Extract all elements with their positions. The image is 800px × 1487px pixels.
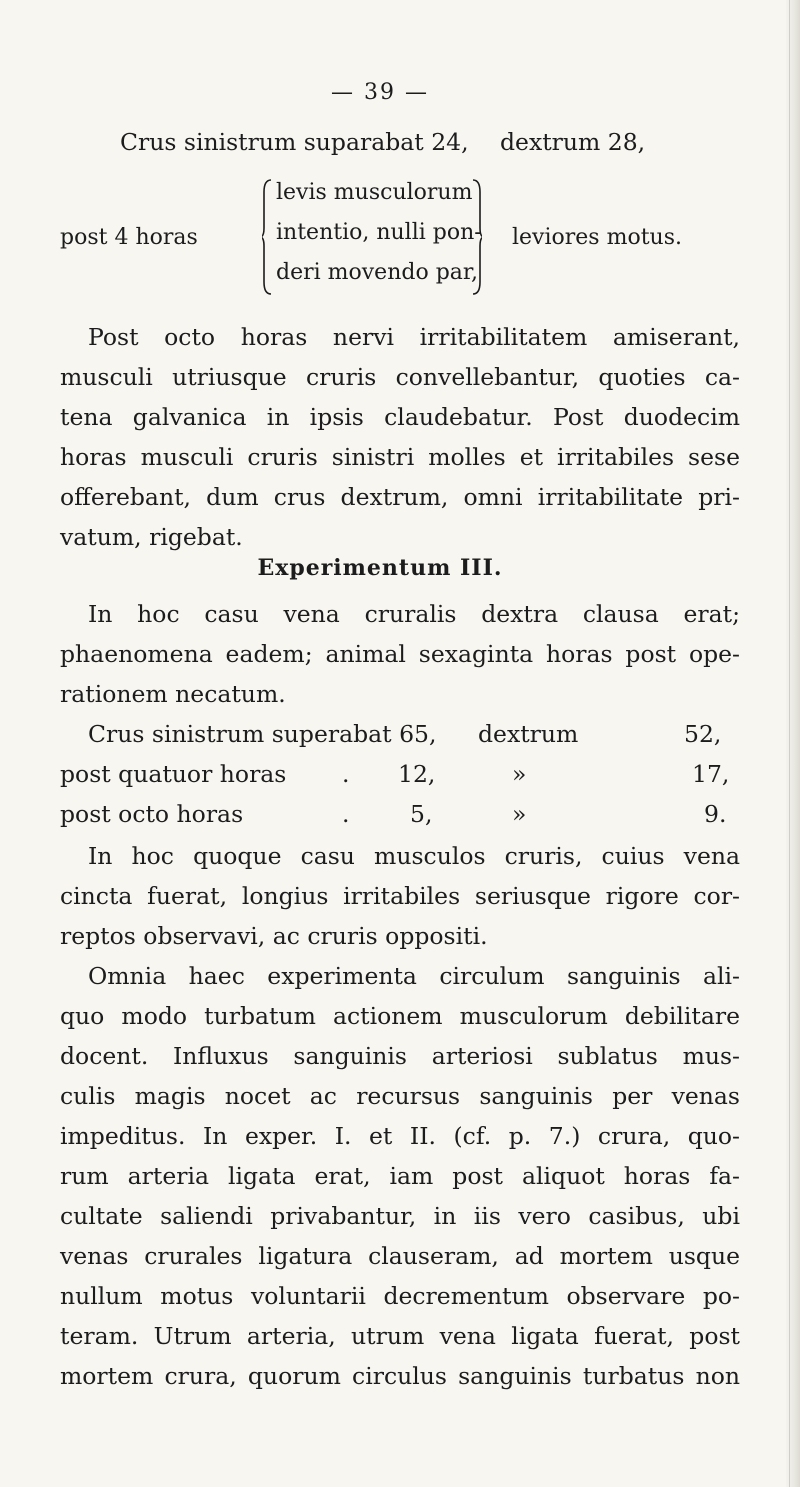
experiment-heading: Experimentum III. <box>257 555 503 581</box>
p4-line-3: docent. Influxus sanguinis arteriosi sublatus mus- <box>60 1042 740 1070</box>
p1-line-4: horas musculi cruris sinistri molles et irritabiles sese <box>60 443 740 471</box>
intro-right-label: leviores motus. <box>512 225 682 250</box>
table-row-3-value: 9. <box>704 800 727 828</box>
table-row-1-label: Crus sinistrum superabat 65, <box>88 720 437 748</box>
table-row-3-label: post octo horas <box>60 800 244 828</box>
p1-line-5: offerebant, dum crus dextrum, omni irritabilitate pri- <box>60 483 740 511</box>
p4-line-11: mortem crura, quorum circulus sanguinis turbatus non <box>60 1362 740 1390</box>
intro-row1-label: Crus sinistrum suparabat 24, <box>120 128 469 156</box>
table-row-3-dot: . <box>342 800 350 828</box>
p3-line-3: reptos observavi, ac cruris oppositi. <box>60 922 488 950</box>
p4-line-1: Omnia haec experimenta circulum sanguinis ali- <box>88 962 740 990</box>
intro-row1-right: dextrum 28, <box>500 128 646 156</box>
p1-line-3: tena galvanica in ipsis claudebatur. Post duodecim <box>60 403 740 431</box>
table-row-2-value: 17, <box>692 760 730 788</box>
p1-line-1: Post octo horas nervi irritabilitatem amiserant, <box>88 323 740 351</box>
table-row-2-mid: » <box>512 760 527 788</box>
table-row-2-label: post quatuor horas <box>60 760 287 788</box>
p4-line-6: rum arteria ligata erat, iam post aliquot horas fa- <box>60 1162 740 1190</box>
p4-line-5: impeditus. In exper. I. et II. (cf. p. 7.) crura, quo- <box>60 1122 740 1150</box>
table-row-2-dot: . <box>342 760 350 788</box>
page-edge-line <box>789 0 790 1487</box>
p4-line-4: culis magis nocet ac recursus sanguinis per venas <box>60 1082 740 1110</box>
bracket-line-1: levis musculorum <box>276 180 473 205</box>
p3-line-2: cincta fuerat, longius irritabiles seriusque rigore cor- <box>60 882 740 910</box>
table-row-2-left-value: 12, <box>398 760 436 788</box>
p4-line-10: teram. Utrum arteria, utrum vena ligata fuerat, post <box>60 1322 740 1350</box>
intro-post-label: post 4 horas <box>60 225 198 250</box>
right-brace-icon <box>472 178 482 296</box>
p4-line-2: quo modo turbatum actionem musculorum debilitare <box>60 1002 740 1030</box>
p4-line-7: cultate saliendi privabantur, in iis vero casibus, ubi <box>60 1202 740 1230</box>
table-row-3-left-value: 5, <box>410 800 433 828</box>
p2-line-3: rationem necatum. <box>60 680 286 708</box>
p1-line-2: musculi utriusque cruris convellebantur, quoties ca- <box>60 363 740 391</box>
page-number: — 39 — <box>331 80 429 105</box>
table-row-1-value: 52, <box>684 720 722 748</box>
p1-line-6: vatum, rigebat. <box>60 523 243 551</box>
p4-line-9: nullum motus voluntarii decrementum observare po- <box>60 1282 740 1310</box>
left-brace-icon <box>262 178 272 296</box>
table-row-1-mid: dextrum <box>478 720 579 748</box>
p2-line-2: phaenomena eadem; animal sexaginta horas post ope- <box>60 640 740 668</box>
bracket-line-2: intentio, nulli pon- <box>276 220 482 245</box>
p2-line-1: In hoc casu vena cruralis dextra clausa erat; <box>88 600 740 628</box>
table-row-3-mid: » <box>512 800 527 828</box>
p3-line-1: In hoc quoque casu musculos cruris, cuius vena <box>88 842 740 870</box>
p4-line-8: venas crurales ligatura clauseram, ad mortem usque <box>60 1242 740 1270</box>
bracket-line-3: deri movendo par, <box>276 260 478 285</box>
